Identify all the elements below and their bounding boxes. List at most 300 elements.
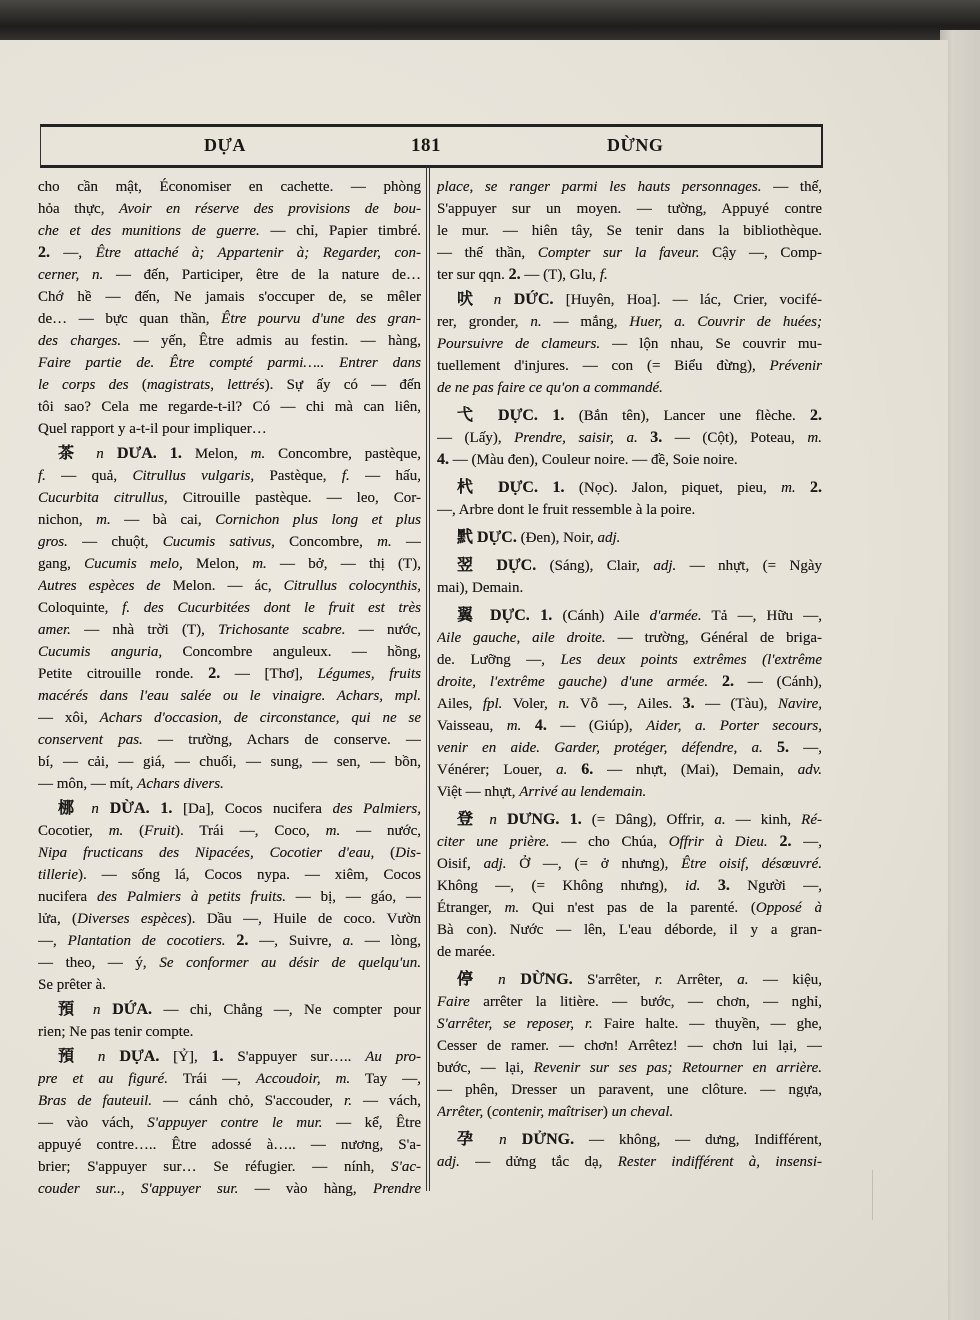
text-run: — [Thơ], [220,666,318,682]
text-run: Qui n'est pas de la parenté. ( [519,900,756,916]
italic-text: n. [558,696,570,712]
italic-text: Ré- [801,812,822,828]
italic-text: Diverses espèces [77,911,187,927]
text-run: — nhựt, (Mai), Demain, [593,762,798,778]
italic-text: d'armée. [649,608,702,624]
italic-text: f. [38,468,46,484]
text-run: Không —, (= Không nhưng), [437,878,685,894]
italic-text: Cucumis anguria, [38,644,163,660]
italic-text: Achars divers. [137,776,224,792]
pencil-mark [872,1170,899,1220]
text-line [38,1112,421,1134]
italic-text: de ne pas faire ce qu'on a commandé. [437,380,663,396]
dictionary-entry [437,809,822,963]
italic-text: Cucurbita citrullus, [38,490,168,506]
text-line [437,715,822,737]
text-run: ). Trái —, Coco, [175,823,326,839]
text-run: Melon, [181,446,251,462]
italic-text: m. [504,900,520,916]
text-line [437,427,822,449]
text-run: nichon, [38,512,97,528]
headword: 翌 DỰC. [457,557,537,574]
dictionary-entry [437,405,822,471]
text-line [38,308,421,330]
italic-text: n [80,801,99,817]
dictionary-entry [437,289,822,399]
italic-text: che et des munitions de guerre. [38,223,260,239]
text-line [38,242,421,264]
text-run: (Bắn tên), Lancer une flèche. [564,408,810,424]
text-run: (Nọc). Jalon, piquet, pieu, [564,480,782,496]
text-run: cho cần mật, Économiser en cachette. — phòng [38,179,421,195]
text-run: S'appuyer sur….. [223,1049,366,1065]
italic-text: adj. [437,1154,460,1170]
text-run: Citrouille pastèque. — leo, Cor- [167,490,421,506]
headword: 預 [58,1001,82,1018]
italic-text: Plantation de cocotiers. [67,933,226,949]
text-run: — không, — dưng, Indifférent, [574,1132,822,1148]
italic-text: conservent pas. [38,732,143,748]
text-line [38,1021,421,1043]
headword: 2. [508,266,521,283]
italic-text: Dis- [395,845,421,861]
text-run: — vào hàng, [238,1181,373,1197]
italic-text: n. [530,314,542,330]
italic-text: Compter sur la faveur. [537,245,700,261]
text-run: —, [789,740,822,756]
text-line [38,820,421,842]
italic-text: Huer, a. Couvrir de huées; [629,314,822,330]
text-run: — theo, — ý, [38,955,160,971]
text-run: mai), Demain. [437,580,524,596]
italic-text: r. [654,972,663,988]
italic-text: venir en aide. Garder, protéger, défendre, a. [437,740,763,756]
italic-text: Cucumis sativus, [162,534,275,550]
left-column [38,173,421,1200]
left-guide-word: DỰA [204,135,246,155]
italic-text: Aider, a. Porter secours, [646,718,822,734]
italic-text: Prendre, saisir, a. [514,430,638,446]
headword: 登 [457,811,480,828]
text-run: Voler, [502,696,559,712]
text-run: Petite citrouille ronde. [38,666,209,682]
headword: 2. [779,833,792,850]
text-line [437,969,822,991]
text-run: Chớ hề — đến, Ne jamais s'occuper de, se mêler [38,289,421,305]
italic-text: Citrullus vulgaris, [132,468,255,484]
text-run: ). Sự ấy có — đến [264,377,421,393]
text-line [38,974,421,996]
text-run: — bở, — thị (T), [266,556,421,572]
text-run: — (Màu đen), Couleur noire. — đề, Soie noire. [449,452,738,468]
headword: DỨC. [501,291,554,308]
text-run: ( [128,377,147,393]
text-run: Ailes, [437,696,483,712]
italic-text: f. des Cucurbitées dont le fruit est très [122,600,421,616]
text-line [38,1046,421,1068]
text-run: — nước, [340,823,421,839]
text-line [38,330,421,352]
italic-text: adj. [483,856,507,872]
text-run: — (T), Glu, [520,267,600,283]
text-run: [Da], Cocos nucifera [172,801,333,817]
dictionary-entry [38,798,421,996]
headword: 5. [777,739,790,756]
text-run: — phên, Dresser un paravent, une clôture. — ngựa, [437,1082,822,1098]
text-line [38,663,421,685]
text-run: — xôi, [38,710,100,726]
headword: DƯA. 1. [103,445,182,462]
text-run: Concombre, pastèque, [265,446,421,462]
headword: 2. [38,244,50,261]
headword: 梛 [58,800,81,817]
italic-text: Bras de fauteuil. [38,1093,153,1109]
italic-text: Opposé à [755,900,822,916]
text-run: — bà cai, [110,512,216,528]
italic-text: gros. [38,534,68,550]
text-run: Việt — nhựt, [437,784,520,800]
text-run: — trường, Général de briga- [605,630,822,646]
italic-text: des Palmiers, [332,801,421,817]
headword: 4. [437,451,449,468]
italic-text: Autres espèces de [38,578,161,594]
text-line [437,627,822,649]
text-run: — cánh chỏ, S'accouder, [152,1093,345,1109]
entry-continuation [437,176,822,286]
text-run: ter sur qqn. [437,267,509,283]
text-run: [Ỷ], [159,1049,212,1065]
text-run: bước, — lại, [437,1060,534,1076]
text-run: —, [50,245,96,261]
text-run: — dửng tắc dạ, [459,1154,618,1170]
text-run: —, [791,834,822,850]
text-run: — nhà trời (T), [70,622,219,638]
dictionary-entry [437,605,822,803]
text-run: — lộn nhau, Se couvrir mu- [600,336,822,352]
text-run: Cậy —, Comp- [699,245,822,261]
italic-text: m. [506,718,522,734]
text-run: Coloquinte, [38,600,123,616]
italic-text: Offrir à Dieu. [668,834,768,850]
text-line [38,509,421,531]
text-run: — quả, [45,468,133,484]
italic-text: S'arrêter, se reposer, r. [437,1016,593,1032]
text-line [38,886,421,908]
headword: 孕 [457,1131,485,1148]
text-run: Người —, [729,878,822,894]
italic-text: pre et au figuré. [38,1071,168,1087]
italic-text: contenir, maîtriser [492,1104,603,1120]
text-run: de marée. [437,944,496,960]
text-line [38,176,421,198]
dictionary-entry [437,527,822,549]
text-line [38,1178,421,1200]
text-line [38,443,421,465]
italic-text: n [96,446,104,462]
headword: 2. [721,673,734,690]
text-run: Arrêter, [662,972,738,988]
italic-text: f. [599,267,608,283]
italic-text: id. [684,878,701,894]
text-run: — đến, Participer, être de la nature de… [103,267,421,283]
text-line [437,1151,822,1173]
text-line [437,264,822,286]
text-line [38,685,421,707]
headword: 2. [236,932,249,949]
text-line [437,333,822,355]
text-run: tôi sao? Cela me regarde-t-il? Có — chi mà can liên, [38,399,421,415]
text-line [437,809,822,831]
text-line [38,531,421,553]
text-line [38,220,421,242]
headword: DỪA. 1. [98,800,173,817]
text-run: — yến, Être admis au festin. — hàng, [121,333,421,349]
headword: 2. [809,407,822,424]
text-run: — hấu, [349,468,421,484]
text-line [437,1057,822,1079]
text-run: (Cánh) Aile [552,608,650,624]
italic-text: Légumes, fruits [317,666,421,682]
dictionary-entry [38,999,421,1043]
headword: 翼 DỰC. 1. [457,607,553,624]
text-line [38,575,421,597]
text-line [38,773,421,795]
text-run: — (Giúp), [546,718,647,734]
column-divider [426,166,430,1191]
italic-text: citer une prière. [437,834,550,850]
text-line [38,707,421,729]
italic-text: des Palmiers à petits fruits. [96,889,286,905]
text-run: [Huyên, Hoa]. — lác, Crier, vocifé- [553,292,822,308]
text-run [700,878,717,894]
text-run: ). Dầu —, Huile de coco. Vườn [186,911,421,927]
italic-text: m. [325,823,341,839]
text-line [38,864,421,886]
italic-text: Cucumis melo, [84,556,183,572]
italic-text: n [484,1132,507,1148]
italic-text: Rester indifférent à, insensi- [617,1154,822,1170]
italic-text: Arrivé au lendemain. [519,784,647,800]
italic-text: Prévenir [769,358,822,374]
scan-top-background [0,0,980,44]
text-run: — (Tàu), [694,696,778,712]
italic-text: S'ac- [391,1159,421,1175]
text-run: — cho Chúa, [549,834,669,850]
italic-text: f. [341,468,350,484]
text-run: bí, — cải, — giá, — chuối, — sung, — sen, — bồn, [38,754,421,770]
italic-text: Être pourvu d'une des gran- [221,311,421,327]
headword: 3. [717,877,730,894]
text-run: Tay —, [350,1071,421,1087]
headword: 黓 DỰC. [457,529,517,546]
text-line [437,897,822,919]
text-run: — nhựt, (= Ngày [676,558,822,574]
text-run: hỏa thực, [38,201,120,217]
text-run: Trái —, [167,1071,256,1087]
text-run: ( [123,823,145,839]
text-run [567,762,581,778]
text-line [38,952,421,974]
text-line [38,1156,421,1178]
text-run: ) [602,1104,612,1120]
text-run: — vào vách, [38,1115,148,1131]
italic-text: Faire partie de. Être compté parmi….. Entrer dans [38,355,421,371]
italic-text: place, se ranger parmi les hauts personnages. [437,179,762,195]
text-run: de. Lưỡng —, [437,652,561,668]
italic-text: Trichosante scabre. [218,622,346,638]
text-line [437,377,822,399]
headword: 1. [211,1048,224,1065]
text-line [38,465,421,487]
text-run: — mắng, [541,314,630,330]
text-run: — nước, [345,622,421,638]
text-run: tuellement d'injures. — con (= Biểu đừng), [437,358,770,374]
italic-text: couder sur.., S'appuyer sur. [38,1181,239,1197]
text-run: —, Suivre, [248,933,343,949]
text-run: — [391,534,421,550]
italic-text: a. [714,812,726,828]
headword: DỬNG. [506,1131,575,1148]
italic-text: fpl. [482,696,503,712]
text-run [763,740,777,756]
text-line [437,311,822,333]
text-run: Vénérer; Louer, [437,762,557,778]
text-run: Melon, [182,556,253,572]
text-run: —, [38,933,68,949]
text-run: nucifera [38,889,97,905]
text-line [38,352,421,374]
text-line [437,1101,822,1123]
text-line [38,198,421,220]
italic-text: a. [556,762,568,778]
headword: 預 [58,1048,85,1065]
text-line [437,355,822,377]
text-run: Cocotier, [38,823,109,839]
text-line [437,671,822,693]
text-line [38,798,421,820]
text-line [437,737,822,759]
headword: 2. [810,479,822,496]
text-run: Tả —, Hữu —, [701,608,822,624]
headword: 杙 DỰC. 1. [457,479,565,496]
text-run: gang, [38,556,85,572]
headword: 吠 [457,291,482,308]
headword: DỰA. [105,1048,160,1065]
dictionary-entry [437,969,822,1123]
text-line [38,1090,421,1112]
text-run: S'appuyer sur un moyen. — tường, Appuyé contre [437,201,822,217]
text-run: — bị, — gáo, — [285,889,421,905]
headword: 3. [682,695,695,712]
right-guide-word: DỪNG [607,135,664,155]
text-line [38,418,421,440]
running-header [40,124,823,168]
text-run: de… — bực quan thần, [38,311,222,327]
text-run: — chi, Chẳng —, Ne compter pour [152,1002,421,1018]
text-line [437,605,822,627]
italic-text: Arrêter, [437,1104,484,1120]
text-run: Cesser de ramer. — chơn! Arrêtez! — chơn lui lại, — [437,1038,822,1054]
text-line [437,220,822,242]
text-line [437,875,822,897]
text-line [38,1134,421,1156]
text-run: Melon. — ác, [160,578,284,594]
text-line [437,1013,822,1035]
italic-text: adj. [597,530,621,546]
text-run [768,834,780,850]
text-run: Vỗ —, Ailes. [569,696,683,712]
text-line [437,649,822,671]
text-line [437,555,822,577]
text-run: Concombre anguleux. — hồng, [162,644,421,660]
text-run: — thế, [761,179,822,195]
headword: 茶 [58,445,97,462]
text-run: Ở —, (= ở nhưng), [506,856,682,872]
text-line [38,908,421,930]
text-run: Faire halte. — thuyền, — ghe, [592,1016,822,1032]
italic-text: Citrullus colocynthis, [283,578,421,594]
text-run: arrêter la litière. — bước, — chơn, — nghỉ, [469,994,822,1010]
italic-text: a. [342,933,354,949]
text-run [796,480,810,496]
headword: DỪNG. [505,971,573,988]
italic-text: Navire, [777,696,822,712]
text-run: — thế thần, [437,245,538,261]
italic-text: m. [252,556,267,572]
text-run: — chỉ, Papier timbré. [259,223,421,239]
text-line [38,286,421,308]
italic-text: Prendre [372,1181,421,1197]
text-line [437,759,822,781]
italic-text: S'appuyer contre le mur. [147,1115,323,1131]
text-run: (= Dâng), Offrir, [581,812,715,828]
italic-text: m. [250,446,266,462]
italic-text: m. [377,534,392,550]
headword: 6. [581,761,594,778]
headword: DƯNG. 1. [496,811,582,828]
headword: 2. [208,665,221,682]
text-run: appuyé contre….. Être adossé à….. — nương, S'a- [38,1137,421,1153]
text-run: — (Cột), Poteau, [662,430,808,446]
italic-text: Cornichon plus long et plus [215,512,421,528]
italic-text: cerner, n. [38,267,104,283]
text-run: lửa, ( [38,911,78,927]
text-line [38,396,421,418]
dictionary-entry [38,1046,421,1200]
text-line [38,487,421,509]
text-line [38,264,421,286]
italic-text: Faire [437,994,470,1010]
text-run: — kinh, [725,812,802,828]
text-run: — chuột, [67,534,163,550]
text-line [437,477,822,499]
text-run: ). — sống lá, Cocos nypa. — xiêm, Cocos [78,867,421,883]
text-line [437,781,822,803]
italic-text: Être attaché à; Appartenir à; Regarder, con- [95,245,421,261]
text-line [38,597,421,619]
headword: DỨA. [100,1001,153,1018]
italic-text: Fruit [144,823,176,839]
italic-text: Aile gauche, aile droite. [437,630,606,646]
text-line [38,553,421,575]
italic-text: Achars d'occasion, de circonstance, qui ne se [99,710,421,726]
text-run: — trường, Achars de conserve. — [142,732,421,748]
italic-text: amer. [38,622,71,638]
text-line [437,991,822,1013]
text-run: Quel rapport y a-t-il pour impliquer… [38,421,267,437]
text-run: rien; Ne pas tenir compte. [38,1024,194,1040]
text-line [437,242,822,264]
